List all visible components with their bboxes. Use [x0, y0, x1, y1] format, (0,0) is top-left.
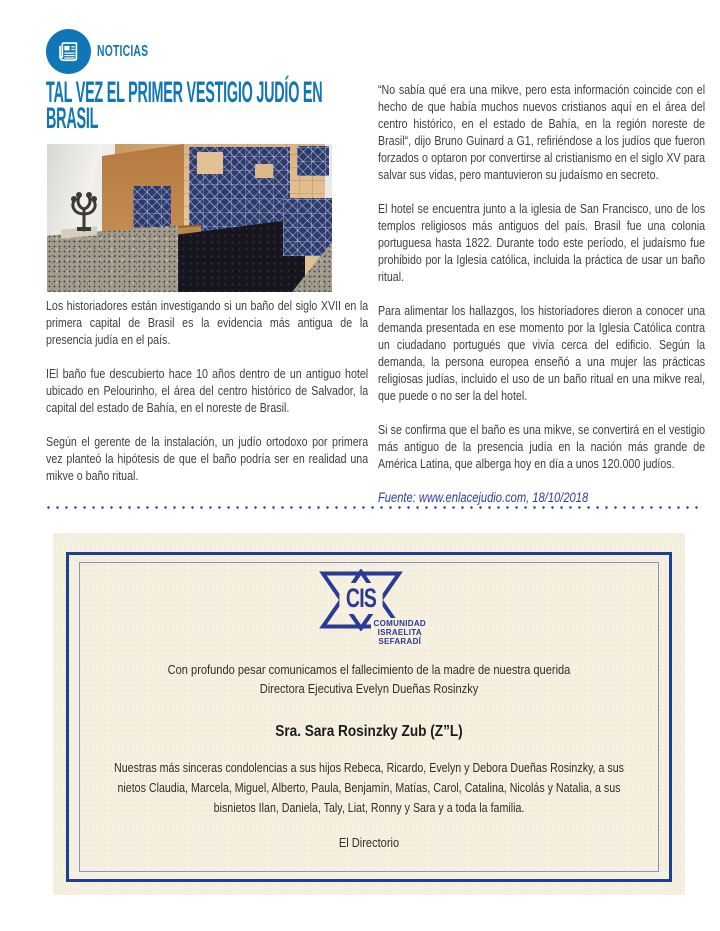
cis-acronym: CIS: [339, 583, 382, 614]
article-title-line1: TAL VEZ EL PRIMER VESTIGIO JUDÍO EN: [46, 76, 323, 109]
article-paragraph: Según el gerente de la instalación, un judío ortodoxo por primera vez planteó la hipótesis de que el baño podría ser en realidad una mikve o baño ritual.: [46, 434, 369, 483]
section-label: NOTICIAS: [97, 43, 149, 60]
article-right-column: [378, 81, 705, 506]
candelabra-icon: [65, 188, 103, 232]
cis-org-line: ISRAELITA: [377, 628, 422, 637]
obituary-signature: El Directorio: [338, 835, 400, 850]
photo-azulejo-tiles-topright: [297, 146, 329, 176]
cis-logo: [315, 569, 427, 647]
article-paragraph: Los historiadores están investigando si un baño del siglo XVII en la primera capital de Brasil es la evidencia más antigua de la presencia judía en el país.: [46, 298, 369, 347]
article-paragraph: “No sabía qué era una mikve, pero esta información coincide con el hecho de que había muchos nuevos cristianos aquí en el área del centro histórico, en el estado de Bahía, en la región noreste de Brasil“, dijo Bruno Guinard a G1, refiriéndose a los judíos que fueron forzados o optaron por convertirse al cristianismo en el siglo XV para salvar sus vidas, pero mantuvieron su judaísmo en secreto.: [378, 82, 706, 182]
deceased-name: Sra. Sara Rosinzky Zub (Z”L): [275, 723, 463, 740]
article-paragraph: IEl baño fue descubierto hace 10 años dentro de un antiguo hotel ubicado en Pelourinho, el área del centro histórico de Salvador, la capital del estado de Bahía, en el noreste de Brasil.: [46, 366, 369, 415]
article-title-line2: BRASIL: [46, 102, 99, 135]
obituary-card: [53, 533, 685, 895]
cis-org-line: SEFARADÍ: [378, 637, 422, 646]
photo-azulejo-tiles-left: [133, 186, 171, 228]
article-source: Fuente: www.enlacejudio.com, 18/10/2018: [378, 490, 589, 505]
article-paragraph: Si se confirma que el baño es una mikve, se convertirá en el vestigio más antiguo de la presencia judía en la nación más grande de América Latina, que alberga hoy en día a unos 120.000 judíos.: [378, 422, 706, 471]
obituary-intro: [75, 660, 663, 698]
cis-org-line: COMUNIDAD: [373, 619, 426, 628]
article-paragraph: El hotel se encuentra junto a la iglesia de San Francisco, uno de los templos religiosos más antiguos del país. Brasil fue una colonia portuguesa hasta 1822. Durante todo este período, el judaísmo fue prohibido por la Iglesia católica, incluida la práctica de usar un baño ritual.: [378, 201, 706, 284]
article-paragraph: Para alimentar los hallazgos, los historiadores dieron a conocer una demanda presentada en ese momento por la Iglesia Católica contra un ciudadano portugués que vivía cerca del edificio. Según la demanda, la persona europea enseñó a una mujer las prácticas religiosas judías, incluido el uso de un baño ritual en una mikve real, que puede o no ser la del hotel.: [378, 303, 706, 403]
article-title: [46, 76, 323, 135]
article-left-column: [46, 297, 368, 501]
newspaper-icon: [55, 38, 82, 65]
obituary-intro-line1: Con profundo pesar comunicamos el fallecimiento de la madre de nuestra querida: [167, 662, 571, 677]
photo-missing-tiles: [197, 152, 223, 174]
cis-org-name: [371, 618, 429, 647]
obituary-condolences: Nuestras más sinceras condolencias a sus hijos Rebeca, Ricardo, Evelyn y Debora Dueñas Rosinzky, a sus nietos Claudia, Marcela, Miguel, Alberto, Paula, Benjamín, Matías, Carol, Catalina, Nicolás y Natalia, a sus bisnietos Ilan, Daniela, Taly, Liat, Ronny y Sara y a toda la familia.: [114, 760, 624, 815]
dotted-divider: [44, 506, 701, 509]
article-photo: [47, 144, 332, 292]
photo-azulejo-tiles-right: [283, 198, 332, 256]
obituary-intro-line2: Directora Ejecutiva Evelyn Dueñas Rosinzky: [259, 681, 479, 696]
news-section-badge: [46, 29, 91, 74]
photo-missing-tiles: [255, 164, 273, 178]
